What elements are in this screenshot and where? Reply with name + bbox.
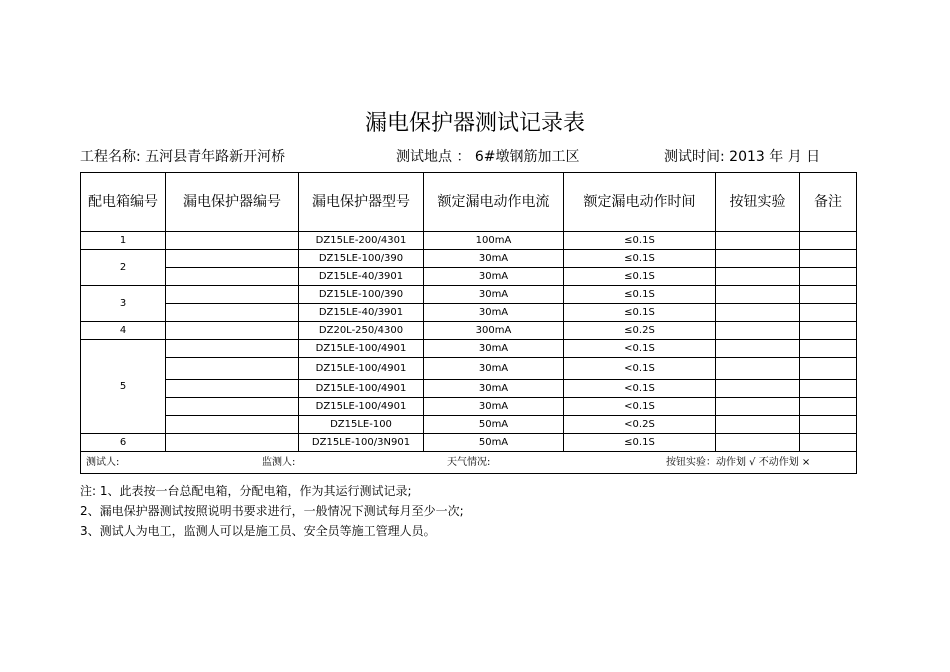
note-3: 3、测试人为电工，监测人可以是施工员、安全员等施工管理人员。 [80,524,436,538]
remarks-cell [800,268,857,286]
button-test-cell [716,416,800,434]
box-no-cell: 5 [81,340,166,434]
current-cell: 30mA [424,268,564,286]
model-cell: DZ15LE-100/4901 [299,358,424,380]
tester-label: 测试人: [86,457,120,468]
protector-no-cell [166,250,299,268]
protector-no-cell [166,304,299,322]
button-test-cell [716,268,800,286]
box-no-cell: 4 [81,322,166,340]
current-cell: 50mA [424,416,564,434]
table-row [81,340,857,358]
remarks-cell [800,340,857,358]
button-test-cell [716,304,800,322]
model-cell: DZ15LE-40/3901 [299,304,424,322]
model-cell: DZ15LE-100/4901 [299,398,424,416]
model-cell: DZ15LE-100/4901 [299,380,424,398]
table-row [81,398,857,416]
test-time: 测试时间: 2013 年 月 日 [664,149,821,165]
time-cell: <0.1S [564,380,716,398]
time-cell: ≤0.1S [564,286,716,304]
model-cell: DZ15LE-40/3901 [299,268,424,286]
model-cell: DZ15LE-100/390 [299,286,424,304]
model-cell: DZ15LE-100/3N901 [299,434,424,452]
time-cell: ≤0.1S [564,250,716,268]
box-no-cell: 3 [81,286,166,322]
header-model: 漏电保护器型号 [299,173,424,232]
protector-no-cell [166,434,299,452]
current-cell: 30mA [424,358,564,380]
remarks-cell [800,380,857,398]
protector-no-cell [166,322,299,340]
table-row [81,358,857,380]
button-test-cell [716,434,800,452]
remarks-cell [800,250,857,268]
current-cell: 30mA [424,304,564,322]
time-cell: ≤0.1S [564,434,716,452]
remarks-cell [800,304,857,322]
time-cell: ≤0.1S [564,268,716,286]
project-name: 工程名称: 五河县青年路新开河桥 [80,149,286,165]
protector-no-cell [166,398,299,416]
table-row [81,380,857,398]
note-2: 2、漏电保护器测试按照说明书要求进行，一般情况下测试每月至少一次; [80,504,464,518]
button-test-legend: 按钮实验：动作划 √ 不动作划 × [666,457,811,468]
time-cell: ≤0.1S [564,304,716,322]
current-cell: 50mA [424,434,564,452]
time-cell: ≤0.2S [564,322,716,340]
table-row [81,416,857,434]
header-rated-time: 额定漏电动作时间 [564,173,716,232]
button-test-cell [716,250,800,268]
remarks-cell [800,416,857,434]
protector-no-cell [166,340,299,358]
current-cell: 30mA [424,340,564,358]
protector-no-cell [166,416,299,434]
table-row [81,304,857,322]
monitor-label: 监测人: [262,457,296,468]
remarks-cell [800,286,857,304]
model-cell: DZ20L-250/4300 [299,322,424,340]
protector-no-cell [166,232,299,250]
test-record-table [80,172,857,474]
signature-row [81,452,857,474]
time-cell: <0.1S [564,358,716,380]
current-cell: 30mA [424,250,564,268]
header-remarks: 备注 [800,173,857,232]
current-cell: 300mA [424,322,564,340]
note-1: 注: 1、此表按一台总配电箱，分配电箱，作为其运行测试记录; [80,484,412,498]
protector-no-cell [166,358,299,380]
remarks-cell [800,232,857,250]
time-cell: <0.1S [564,340,716,358]
button-test-cell [716,398,800,416]
box-no-cell: 1 [81,232,166,250]
page-title: 漏电保护器测试记录表 [364,111,585,136]
current-cell: 30mA [424,380,564,398]
protector-no-cell [166,286,299,304]
notes [80,481,464,541]
header-box-no: 配电箱编号 [81,173,166,232]
model-cell: DZ15LE-200/4301 [299,232,424,250]
current-cell: 100mA [424,232,564,250]
header-button-test: 按钮实验 [716,173,800,232]
remarks-cell [800,322,857,340]
test-location: 测试地点 ： 6#墩钢筋加工区 [396,149,580,165]
model-cell: DZ15LE-100/390 [299,250,424,268]
remarks-cell [800,434,857,452]
table-row [81,232,857,250]
box-no-cell: 2 [81,250,166,286]
button-test-cell [716,340,800,358]
button-test-cell [716,358,800,380]
table-header-row [81,173,857,232]
table-row [81,286,857,304]
table-row [81,322,857,340]
signature-cell [81,452,857,474]
model-cell: DZ15LE-100/4901 [299,340,424,358]
current-cell: 30mA [424,286,564,304]
remarks-cell [800,358,857,380]
box-no-cell: 6 [81,434,166,452]
protector-no-cell [166,380,299,398]
header-rated-current: 额定漏电动作电流 [424,173,564,232]
time-cell: ≤0.1S [564,232,716,250]
current-cell: 30mA [424,398,564,416]
model-cell: DZ15LE-100 [299,416,424,434]
button-test-cell [716,232,800,250]
header-protector-no: 漏电保护器编号 [166,173,299,232]
button-test-cell [716,380,800,398]
protector-no-cell [166,268,299,286]
table-row [81,434,857,452]
remarks-cell [800,398,857,416]
weather-label: 天气情况: [447,457,491,468]
time-cell: <0.2S [564,416,716,434]
table-row [81,268,857,286]
time-cell: <0.1S [564,398,716,416]
button-test-cell [716,286,800,304]
button-test-cell [716,322,800,340]
table-row [81,250,857,268]
